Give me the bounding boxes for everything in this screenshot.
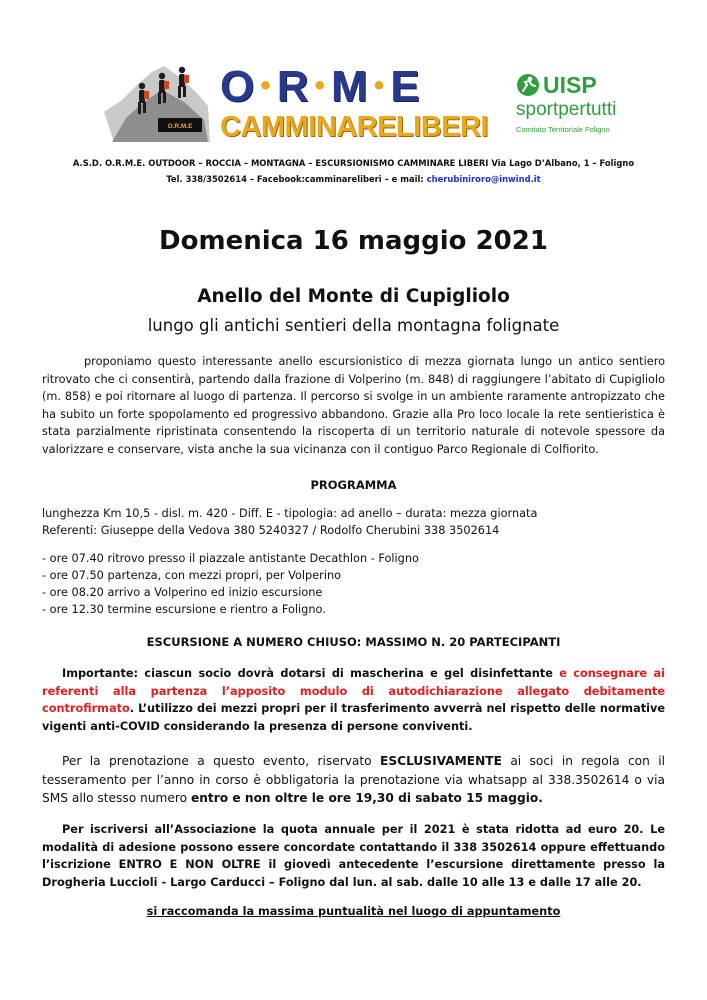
route-details: lunghezza Km 10,5 - disl. m. 420 - Diff. E - tipologia: ad anello – durata: mezza giornata	[42, 507, 538, 520]
orme-letters: O • R • M • E	[220, 62, 421, 111]
association-line-2: Tel. 338/3502614 – Facebook:camminareliberi – e mail: cherubiniroro@inwind.it	[166, 174, 541, 184]
uisp-runner-icon	[516, 73, 540, 97]
email-link[interactable]: cherubiniroro@inwind.it	[426, 174, 541, 184]
important-notice-red: e consegnare ai referenti alla partenza l’apposito modulo di autodichiarazione allegato debitamente controfirmato	[42, 667, 665, 716]
schedule-item: - ore 12.30 termine escursione e rientro a Foligno.	[42, 603, 326, 616]
hikers-logo-text: O.R.M.E	[167, 123, 193, 130]
schedule-item: - ore 08.20 arrivo a Volperino ed inizio escursione	[42, 586, 323, 599]
closed-number-notice: ESCURSIONE A NUMERO CHIUSO: MASSIMO N. 20 PARTECIPANTI	[146, 635, 561, 649]
orme-logo	[220, 64, 520, 143]
referenti: Referenti: Giuseppe della Vedova 380 5240327 / Rodolfo Cherubini 338 3502614	[42, 524, 500, 537]
important-notice: Importante: ciascun socio dovrà dotarsi di mascherina e gel disinfettante e consegnare ai referenti alla partenza l’apposito modulo di autodichiarazione allegato debitamente controfirmato. L’utilizzo dei mezzi propri per il trasferimento avverrà nel rispetto delle normative vigenti anti-COVID considerando la presenza di persone conviventi.	[42, 667, 665, 733]
uisp-logo	[516, 72, 636, 134]
event-title: Anello del Monte di Cupigliolo	[197, 286, 510, 307]
uisp-wordmark: UISP	[543, 72, 597, 98]
schedule-item: - ore 07.40 ritrovo presso il piazzale antistante Decathlon - Foligno	[42, 552, 419, 565]
association-info	[0, 157, 707, 186]
intro-paragraph: proponiamo questo interessante anello escursionistico di mezza giornata lungo un antico sentiero ritrovato che ci consentirà, partendo dalla frazione di Volperino (m. 848) di raggiungere l’abitato di Cupigliolo (m. 858) e poi ritornare al luogo di partenza. Il percorso si svolge in un ambiente raramente antropizzato che ha subito un forte spopolamento ed progressivo abbandono. Grazie alla Pro loco locale la rete sentieristica è stata parzialmente ripristinata consentendo la riscoperta di un territorio naturale di notevole spessore da valorizzare e conservare, vista anche la sua vicinanza con il contiguo Parco Regionale di Colfiorito.	[42, 355, 665, 456]
association-line-1: A.S.D. O.R.M.E. OUTDOOR – ROCCIA – MONTAGNA – ESCURSIONISMO CAMMINARE LIBERI Via Lago D’Albano, 1 – Foligno	[72, 158, 635, 168]
hikers-logo	[104, 62, 212, 144]
uisp-comitato: Comitato Territoriale Foligno	[516, 125, 610, 134]
booking-paragraph: Per la prenotazione a questo evento, riservato ESCLUSIVAMENTE ai soci in regola con il tesseramento per l’anno in corso è obbligatoria la prenotazione via whatsapp al 338.3502614 o via SMS allo stesso numero entro e non oltre le ore 19,30 di sabato 15 maggio.	[42, 754, 665, 805]
schedule-item: - ore 07.50 partenza, con mezzi propri, per Volperino	[42, 569, 342, 582]
membership-paragraph: Per iscriversi all’Associazione la quota annuale per il 2021 è stata ridotta ad euro 20. Le modalità di adesione possono essere concordate contattando il 338 3502614 oppure effettuando l’iscrizione ENTRO E NON OLTRE il giovedì antecedente l’escursione direttamente presso la Drogheria Luccioli - Largo Carducci – Foligno dal lun. al sab. dalle 10 alle 13 e dalle 17 alle 20.	[42, 823, 665, 889]
event-date-title: Domenica 16 maggio 2021	[159, 226, 548, 256]
event-subtitle: lungo gli antichi sentieri della montagna folignate	[147, 316, 560, 335]
uisp-sportpertutti: sportpertutti	[516, 99, 617, 120]
punctuality-note: si raccomanda la massima puntualità nel luogo di appuntamento	[146, 905, 561, 918]
camminareliberi-wordmark: CAMMINARELIBERI	[220, 111, 488, 143]
programma-heading: PROGRAMMA	[310, 478, 397, 492]
